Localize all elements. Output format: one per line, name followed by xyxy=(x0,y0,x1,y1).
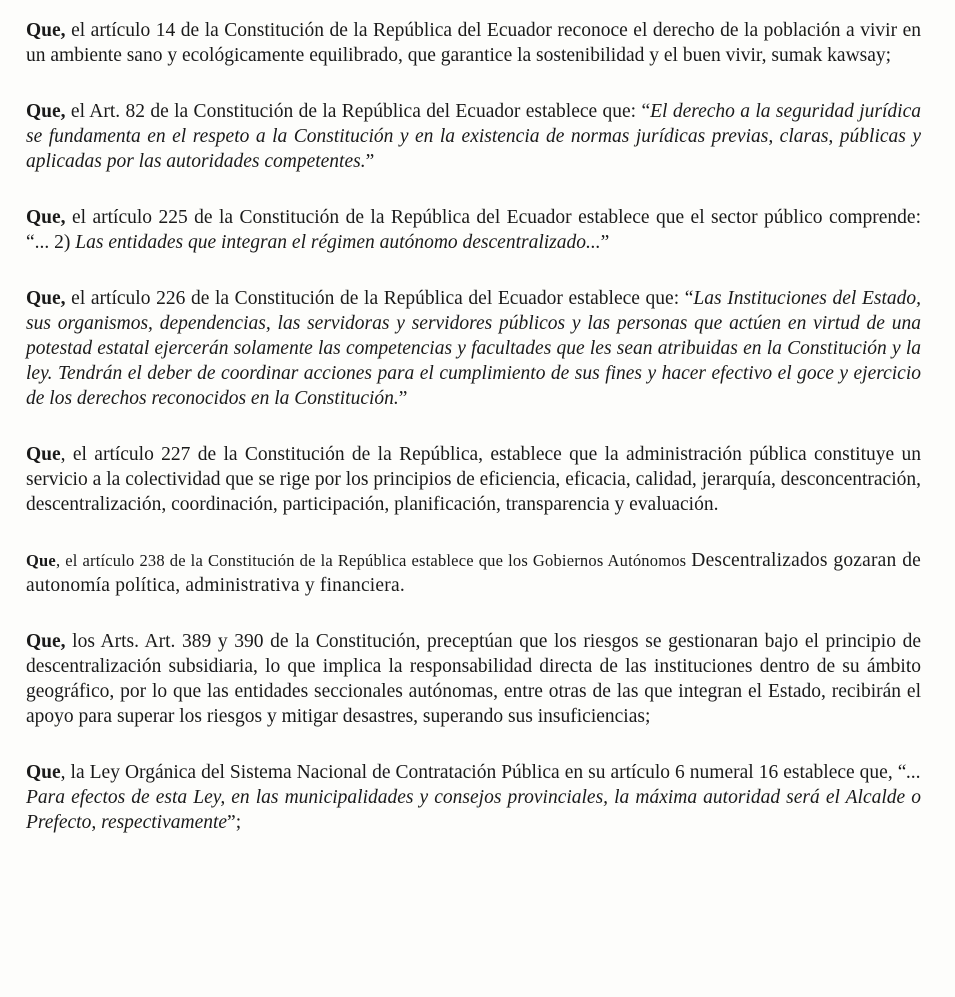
paragraph-quote: ... Para efectos de esta Ley, en las municipalidades y consejos provinciales, la máxima autoridad será el Alcalde o Prefecto, respectivamente xyxy=(26,762,921,833)
que-lead: Que xyxy=(26,551,56,570)
que-lead: Que xyxy=(26,762,61,783)
que-lead: Que xyxy=(26,444,61,465)
paragraph-text: los Arts. Art. 389 y 390 de la Constitución, preceptúan que los riesgos se gestionaran bajo el principio de descentralización subsidiaria, lo que implica la responsabilidad directa de las instituciones dentro de su ámbito geográfico, por lo que las entidades seccionales autónomas, entre otras de las que integran el Estado, recibirán el apoyo para superar los riesgos y mitigar desastres, superando sus insuficiencias; xyxy=(26,631,921,727)
que-lead: Que, xyxy=(26,288,66,309)
paragraph-art-227 xyxy=(26,442,921,517)
que-lead: Que, xyxy=(26,101,66,122)
paragraph-text: el Art. 82 de la Constitución de la República del Ecuador establece que: “ xyxy=(65,101,651,122)
paragraph-text: el artículo 226 de la Constitución de la República del Ecuador establece que: “ xyxy=(65,288,694,309)
que-lead: Que, xyxy=(26,631,66,652)
paragraph-art-226 xyxy=(26,286,921,411)
paragraph-art-82 xyxy=(26,99,921,174)
paragraph-losncp-art-6 xyxy=(26,760,921,835)
paragraph-text: , la Ley Orgánica del Sistema Nacional de Contratación Pública en su artículo 6 numeral 16 establece que, “ xyxy=(60,762,907,783)
paragraph-quote: Las entidades que integran el régimen autónomo descentralizado... xyxy=(75,232,601,253)
quote-close: ” xyxy=(398,388,408,409)
paragraph-text: , el artículo 227 de la Constitución de la República, establece que la administración pública constituye un servicio a la colectividad que se rige por los principios de eficiencia, eficacia, calidad, jerarquía, desconcentración, descentralización, coordinación, participación, planificación, transparencia y evaluación. xyxy=(26,444,921,515)
quote-close: ”; xyxy=(227,812,242,833)
paragraph-art-389-390 xyxy=(26,629,921,729)
que-lead: Que, xyxy=(26,20,66,41)
paragraph-quote: El derecho a la seguridad jurídica se fundamenta en el respeto a la Constitución y en la existencia de normas jurídicas previas, claras, públicas y aplicadas por las autoridades competentes. xyxy=(26,101,922,172)
paragraph-art-225 xyxy=(26,205,921,255)
quote-close: ” xyxy=(600,232,610,253)
paragraph-text: el artículo 225 de la Constitución de la República del Ecuador establece que el sector público comprende: “... 2) xyxy=(26,207,921,253)
paragraph-art-14 xyxy=(26,18,921,68)
quote-close: ” xyxy=(365,151,375,172)
paragraph-quote: Las Instituciones del Estado, sus organismos, dependencias, las servidoras y servidores públicos y las personas que actúen en virtud de una potestad estatal ejercerán solamente las competencias y facultades que les sean atribuidas en la Constitución y la ley. Tendrán el deber de coordinar acciones para el cumplimiento de sus fines y hacer efectivo el goce y ejercicio de los derechos reconocidos en la Constitución. xyxy=(26,288,921,409)
paragraph-text-rest: Descentralizados gozaran de autonomía política, administrativa y financiera. xyxy=(26,550,921,596)
paragraph-text: el artículo 14 de la Constitución de la República del Ecuador reconoce el derecho de la población a vivir en un ambiente sano y ecológicamente equilibrado, que garantice la sostenibilidad y el buen vivir, sumak kawsay; xyxy=(26,20,921,66)
que-lead: Que, xyxy=(26,207,66,228)
paragraph-art-238 xyxy=(26,548,921,598)
paragraph-text: , el artículo 238 de la Constitución de la República establece que los Gobiernos Autónomos xyxy=(55,551,692,570)
